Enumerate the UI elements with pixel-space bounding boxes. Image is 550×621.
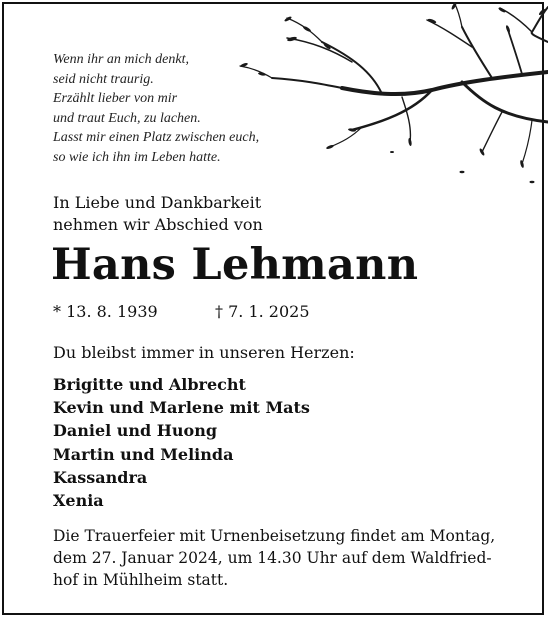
poem-line: seid nicht traurig.: [53, 71, 154, 87]
ceremony-line: Die Trauerfeier mit Urnenbeisetzung findet am Montag,: [53, 527, 496, 545]
death-date: † 7. 1. 2025: [215, 302, 310, 321]
poem-line: Wenn ihr an mich denkt,: [53, 52, 189, 67]
family-member: Kassandra: [53, 467, 148, 487]
remembrance-line: Du bleibst immer in unseren Herzen:: [53, 343, 355, 362]
poem-line: und traut Euch, zu lachen.: [53, 110, 201, 126]
intro-line: nehmen wir Abschied von: [53, 215, 263, 234]
family-member: Brigitte und Albrecht: [53, 375, 246, 394]
ceremony-line: dem 27. Januar 2024, um 14.30 Uhr auf dem Waldfried-: [53, 549, 492, 567]
poem: [53, 50, 259, 167]
family-member: Kevin und Marlene mit Mats: [53, 398, 310, 418]
ceremony-line: hof in Mühlheim statt.: [53, 571, 229, 589]
family-list: [53, 373, 310, 512]
poem-line: so wie ich ihn im Leben hatte.: [53, 149, 221, 165]
ceremony-notice: [53, 525, 513, 591]
intro-line: In Liebe und Dankbarkeit: [53, 193, 262, 212]
family-member: Martin und Melinda: [53, 444, 234, 464]
poem-line: Erzählt lieber von mir: [53, 91, 178, 106]
poem-line: Lasst mir einen Platz zwischen euch,: [53, 130, 260, 145]
intro-text: [53, 192, 263, 236]
life-dates: [53, 301, 310, 323]
tree-branch-icon: [232, 2, 548, 192]
family-member: Xenia: [53, 491, 104, 511]
birth-date: * 13. 8. 1939: [53, 302, 158, 321]
family-member: Daniel und Huong: [53, 421, 218, 441]
deceased-name: Hans Lehmann: [51, 240, 419, 290]
